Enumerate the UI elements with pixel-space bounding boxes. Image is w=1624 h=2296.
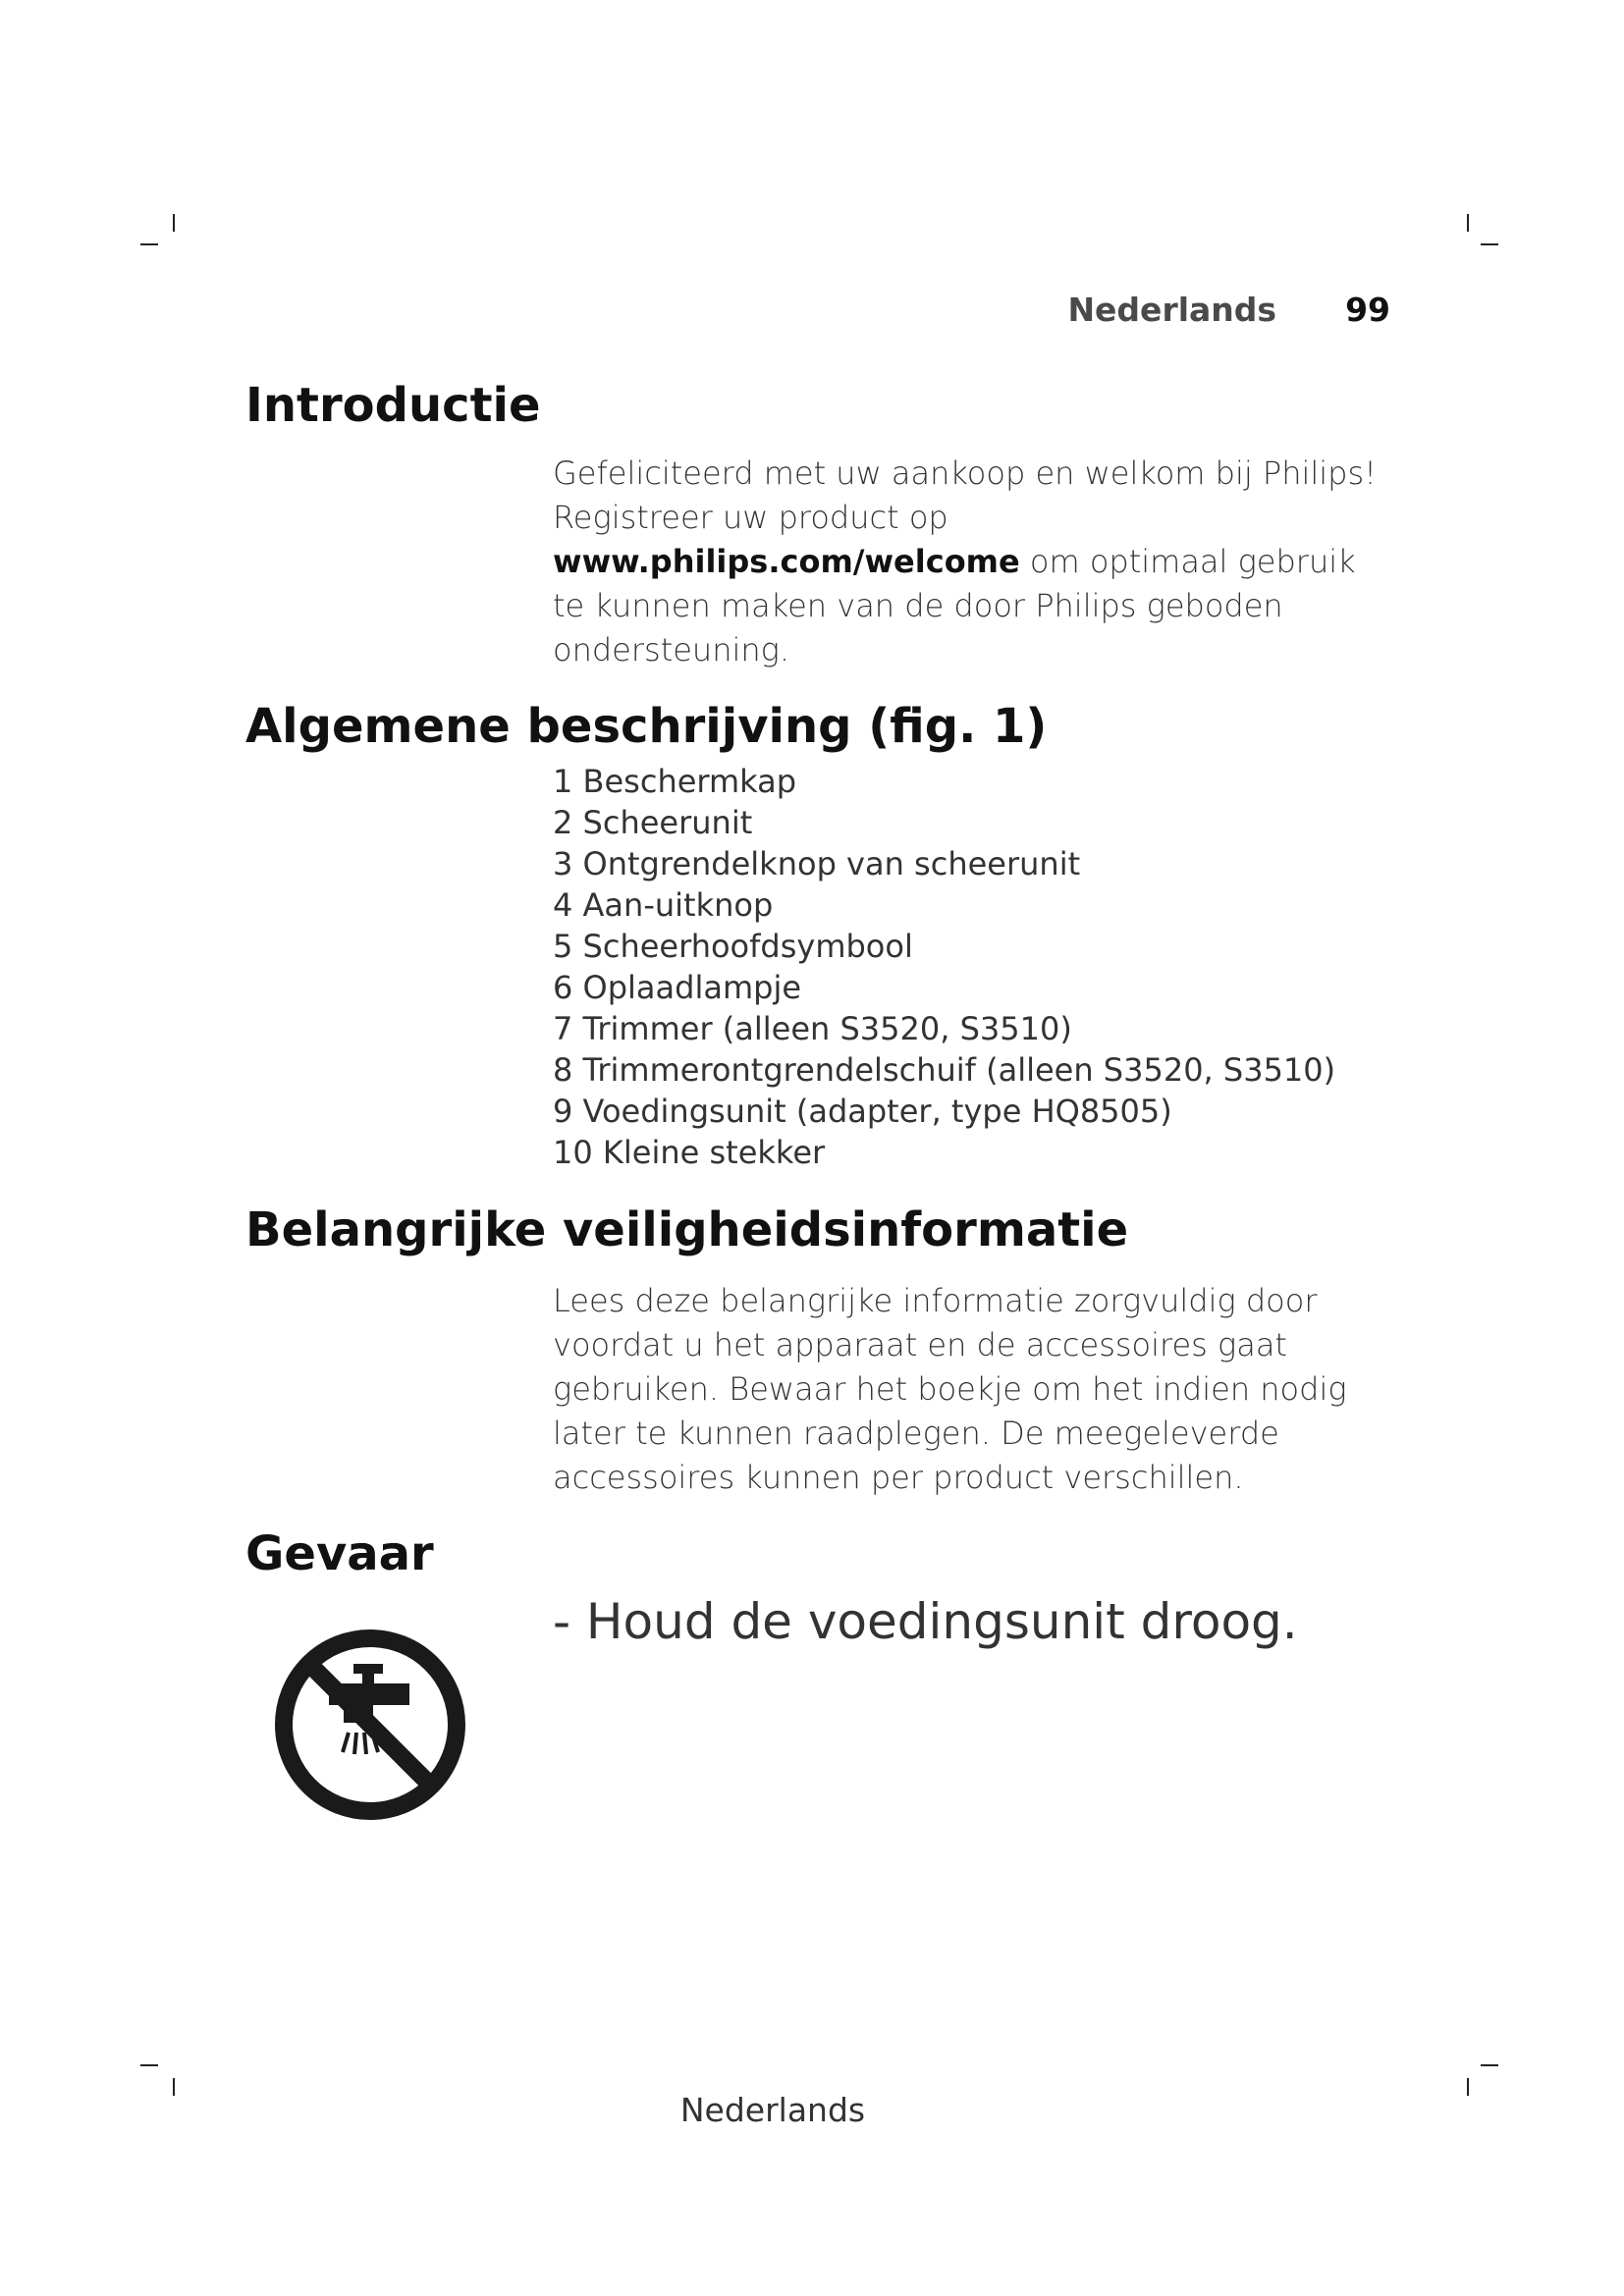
parts-list-item: 9 Voedingsunit (adapter, type HQ8505) bbox=[553, 1093, 1172, 1130]
crop-mark bbox=[140, 2064, 158, 2066]
parts-list-item: 10 Kleine stekker bbox=[553, 1134, 826, 1171]
crop-mark bbox=[1467, 214, 1469, 232]
footer-language: Nederlands bbox=[679, 2091, 866, 2129]
parts-list bbox=[553, 761, 1335, 1173]
parts-list-item: 3 Ontgrendelknop van scheerunit bbox=[553, 845, 1081, 882]
crop-mark bbox=[1481, 2064, 1498, 2066]
crop-mark bbox=[140, 243, 158, 245]
intro-paragraph bbox=[553, 452, 1397, 672]
welcome-link[interactable]: www.philips.com/welcome bbox=[553, 543, 1020, 580]
header-language: Nederlands bbox=[1067, 291, 1277, 329]
parts-list-item: 1 Beschermkap bbox=[553, 763, 797, 800]
intro-text-start: Gefeliciteerd met uw aankoop en welkom bij Philips! Registreer uw product op bbox=[553, 454, 1377, 536]
parts-list-item: 4 Aan-uitknop bbox=[553, 886, 774, 924]
crop-mark bbox=[1481, 243, 1498, 245]
intro-text-end: om optimaal gebruik te kunnen maken van de door Philips geboden ondersteuning. bbox=[553, 543, 1356, 668]
parts-list-item: 5 Scheerhoofdsymbool bbox=[553, 928, 913, 965]
intro-heading: Introductie bbox=[245, 378, 541, 433]
crop-mark bbox=[173, 214, 175, 232]
description-heading: Algemene beschrijving (fig. 1) bbox=[245, 699, 1048, 754]
page-number: 99 bbox=[1345, 291, 1390, 329]
no-water-tap-icon bbox=[270, 1625, 471, 1826]
danger-heading: Gevaar bbox=[245, 1526, 434, 1581]
parts-list-item: 6 Oplaadlampje bbox=[553, 969, 802, 1006]
parts-list-item: 7 Trimmer (alleen S3520, S3510) bbox=[553, 1010, 1072, 1047]
safety-paragraph: Lees deze belangrijke informatie zorgvuldig door voordat u het apparaat en de accessoires gaat gebruiken. Bewaar het boekje om het indien nodig later te kunnen raadplegen. De meegeleverde accessoires kunnen per product verschillen. bbox=[553, 1282, 1347, 1496]
running-header bbox=[1067, 291, 1390, 329]
parts-list-item: 2 Scheerunit bbox=[553, 804, 753, 841]
safety-heading: Belangrijke veiligheidsinformatie bbox=[245, 1202, 1129, 1257]
warning-keep-dry: - Houd de voedingsunit droog. bbox=[553, 1593, 1298, 1650]
parts-list-item: 8 Trimmerontgrendelschuif (alleen S3520, S3510) bbox=[553, 1051, 1336, 1089]
